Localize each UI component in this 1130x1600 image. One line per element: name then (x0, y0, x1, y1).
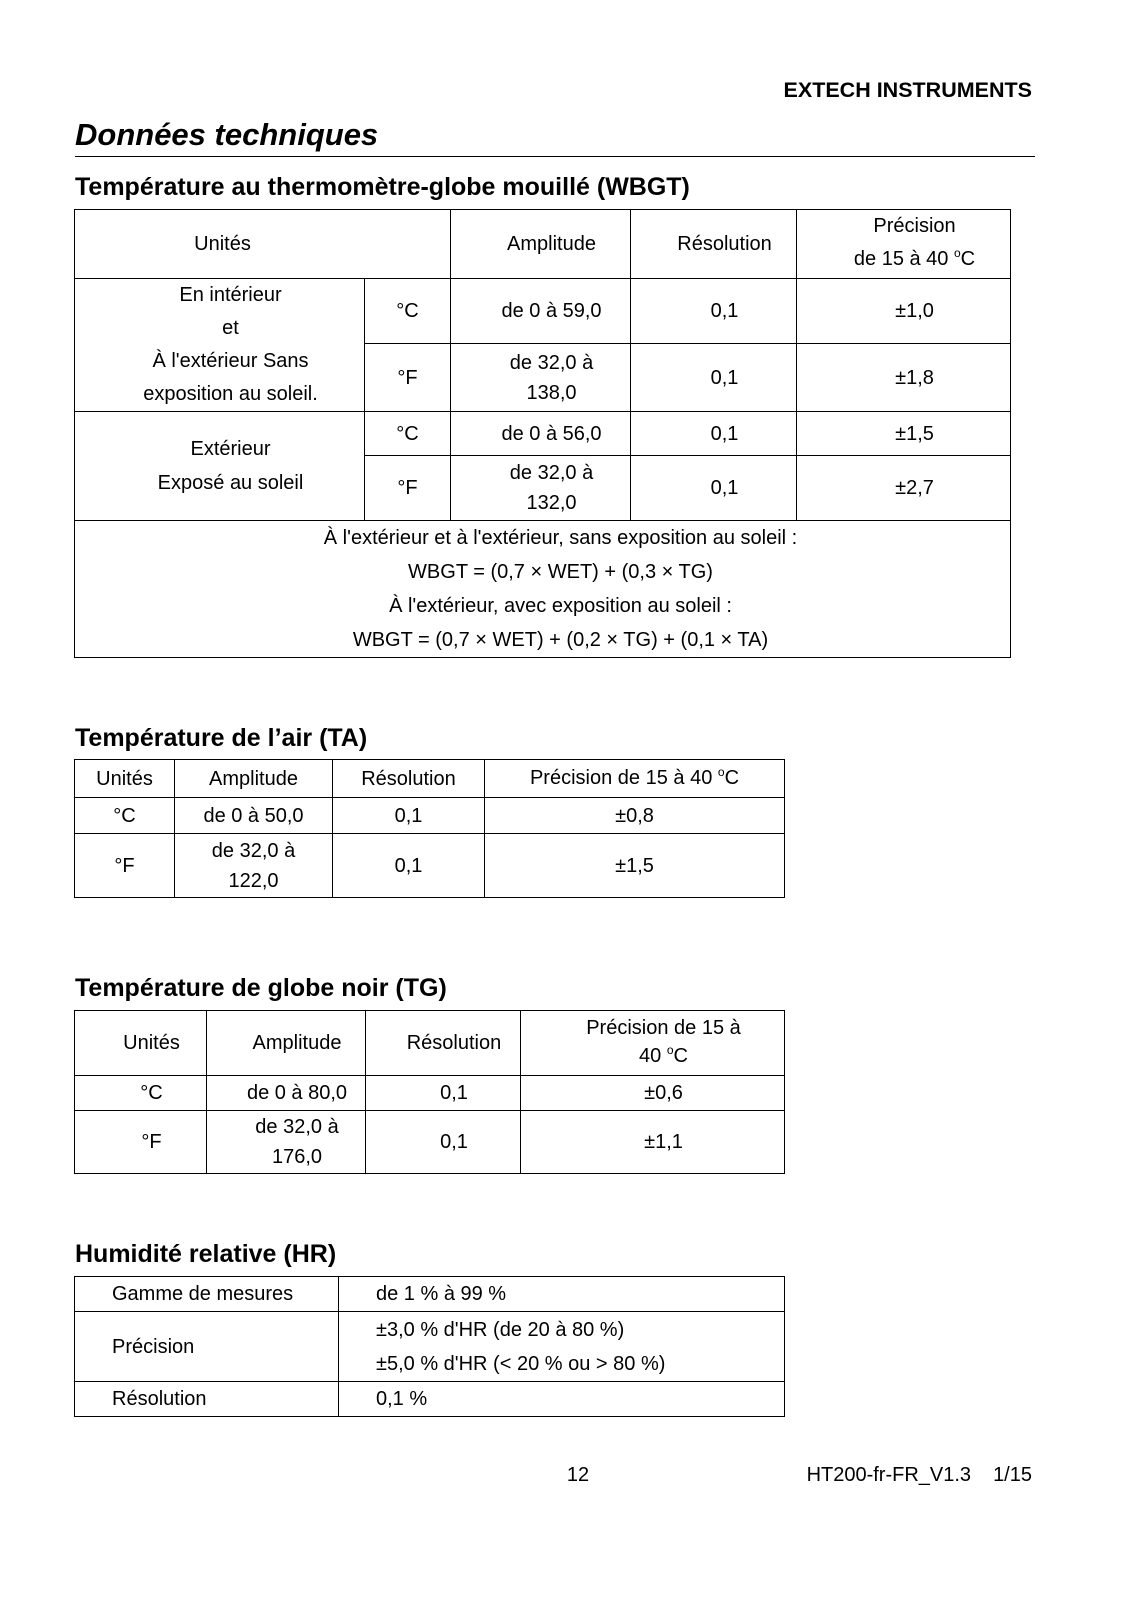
cell-resolution: 0,1 (333, 798, 485, 834)
accuracy-header-line (819, 243, 1010, 278)
accuracy-header-line: Précision (873, 215, 956, 237)
degree-mark: o (666, 1043, 674, 1057)
formula-line: WBGT = (0,7 × WET) + (0,2 × TG) + (0,1 × TA) (352, 629, 769, 651)
col-header-resolution: Résolution (631, 210, 797, 279)
accuracy-header-line (543, 1042, 784, 1072)
cell-value: 0,1 % (339, 1382, 785, 1417)
section-heading-wbgt: Température au thermomètre-globe mouillé (WBGT) (75, 173, 690, 201)
cell-resolution: 0,1 (631, 344, 797, 412)
range-line: de 32,0 à (509, 462, 594, 484)
formula-line: WBGT = (0,7 × WET) + (0,3 × TG) (408, 561, 713, 583)
page-title: Données techniques (75, 117, 379, 152)
cell-unit: °F (75, 1111, 207, 1174)
table-header-row (75, 210, 1011, 279)
range-line: 132,0 (526, 492, 577, 514)
table-row (75, 1111, 785, 1174)
condition-line: exposition au soleil. (143, 383, 318, 405)
cell-range (207, 1111, 366, 1174)
cell-range: de 0 à 80,0 (207, 1076, 366, 1111)
brand-header: EXTECH INSTRUMENTS (783, 78, 1032, 102)
cell-resolution: 0,1 (631, 456, 797, 521)
degree-mark: o (953, 246, 961, 260)
cell-resolution: 0,1 (631, 279, 797, 344)
col-header-range: Amplitude (451, 210, 631, 279)
formula-line: À l'extérieur, avec exposition au soleil : (389, 595, 732, 617)
table-row (75, 1277, 785, 1312)
range-line: 138,0 (526, 381, 577, 404)
col-header-accuracy (797, 210, 1011, 279)
cell-unit: °F (75, 834, 175, 898)
section-heading-tg: Température de globe noir (TG) (75, 974, 447, 1002)
cell-accuracy: ±0,8 (485, 798, 785, 834)
cell-condition-outdoor (75, 412, 365, 521)
formula-row (75, 521, 1011, 658)
degree-unit: C (724, 766, 740, 789)
wbgt-spec-table (74, 209, 1011, 658)
col-header-units: Unités (75, 760, 175, 798)
table-row (75, 798, 785, 834)
col-header-units: Unités (75, 1011, 207, 1076)
doc-id: HT200-fr-FR_V1.3 (806, 1464, 972, 1486)
col-header-accuracy (485, 760, 785, 798)
range-line: de 32,0 à (211, 839, 296, 862)
condition-line: Exposé au soleil (157, 472, 304, 494)
cell-unit: °C (365, 279, 451, 344)
value-line: ±5,0 % d'HR (< 20 % ou > 80 %) (376, 1352, 666, 1375)
cell-unit: °F (365, 456, 451, 521)
cell-resolution: 0,1 (333, 834, 485, 898)
tg-spec-table (74, 1010, 785, 1174)
range-line: de 32,0 à (509, 351, 594, 374)
col-header-range: Amplitude (175, 760, 333, 798)
cell-accuracy: ±0,6 (521, 1076, 785, 1111)
degree-unit: C (960, 248, 976, 270)
table-header-row (75, 760, 785, 798)
cell-condition-indoor (75, 279, 365, 412)
cell-accuracy: ±1,5 (797, 412, 1011, 456)
range-line: 122,0 (228, 869, 279, 892)
range-line: de 32,0 à (255, 1116, 339, 1138)
table-row (75, 1312, 785, 1382)
formula-line: À l'extérieur et à l'extérieur, sans exposition au soleil : (323, 527, 798, 549)
degree-mark: o (717, 764, 725, 779)
cell-range: de 0 à 56,0 (451, 412, 631, 456)
hr-spec-table (74, 1276, 785, 1417)
cell-formula (75, 521, 1011, 658)
table-row (75, 1382, 785, 1417)
accuracy-header-line: Précision de 15 à (586, 1017, 741, 1039)
cell-range (175, 834, 333, 898)
value-line: ±3,0 % d'HR (de 20 à 80 %) (376, 1318, 625, 1341)
cell-unit: °F (365, 344, 451, 412)
range-line: 176,0 (271, 1146, 323, 1168)
cell-range (451, 344, 631, 412)
accuracy-range-text: de 15 à 40 (853, 248, 954, 270)
section-heading-hr: Humidité relative (HR) (75, 1240, 337, 1268)
cell-value: de 1 % à 99 % (339, 1277, 785, 1312)
degree-unit: C (673, 1045, 688, 1067)
accuracy-range-text: Précision de 15 à 40 (529, 766, 718, 789)
condition-line: et (222, 317, 239, 339)
table-row (75, 1076, 785, 1111)
cell-unit: °C (365, 412, 451, 456)
cell-resolution: 0,1 (631, 412, 797, 456)
section-heading-ta: Température de l’air (TA) (75, 724, 368, 752)
cell-accuracy: ±2,7 (797, 456, 1011, 521)
cell-accuracy: ±1,8 (797, 344, 1011, 412)
accuracy-range-text: 40 (639, 1045, 667, 1067)
col-header-accuracy (521, 1011, 785, 1076)
cell-unit: °C (75, 798, 175, 834)
page-number: 12 (566, 1464, 590, 1486)
cell-unit: °C (75, 1076, 207, 1111)
condition-line: Extérieur (190, 438, 271, 460)
table-header-row (75, 1011, 785, 1076)
cell-resolution: 0,1 (366, 1111, 521, 1174)
ta-spec-table (74, 759, 785, 898)
condition-line: En intérieur (179, 284, 282, 306)
condition-line: À l'extérieur Sans (152, 350, 309, 372)
table-row (75, 412, 1011, 456)
page-of: 1/15 (993, 1464, 1032, 1486)
cell-label: Gamme de mesures (75, 1277, 339, 1312)
title-rule (75, 156, 1035, 157)
col-header-range: Amplitude (207, 1011, 366, 1076)
cell-range: de 0 à 59,0 (451, 279, 631, 344)
cell-range (451, 456, 631, 521)
col-header-units: Unités (75, 210, 451, 279)
cell-label: Précision (75, 1312, 339, 1382)
cell-resolution: 0,1 (366, 1076, 521, 1111)
document-reference (807, 1463, 1032, 1487)
table-row (75, 834, 785, 898)
cell-range: de 0 à 50,0 (175, 798, 333, 834)
col-header-resolution: Résolution (333, 760, 485, 798)
table-row (75, 279, 1011, 344)
cell-label: Résolution (75, 1382, 339, 1417)
cell-accuracy: ±1,1 (521, 1111, 785, 1174)
cell-accuracy: ±1,0 (797, 279, 1011, 344)
cell-accuracy: ±1,5 (485, 834, 785, 898)
col-header-resolution: Résolution (366, 1011, 521, 1076)
cell-value (339, 1312, 785, 1382)
